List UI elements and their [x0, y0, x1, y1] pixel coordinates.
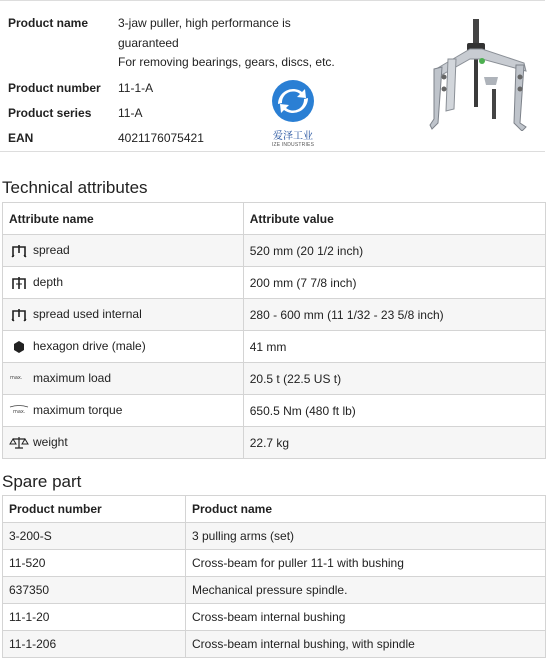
hexagon-icon [9, 340, 29, 354]
technical-attributes-table [2, 202, 546, 459]
attribute-name: hexagon drive (male) [33, 339, 146, 354]
spare-product-name: Cross-beam internal bushing, with spindle [186, 631, 546, 658]
max-torque-icon-text: max. [13, 408, 26, 415]
spare-product-number: 11-1-20 [3, 604, 186, 631]
product-series-label: Product series [8, 106, 92, 120]
table-row [3, 235, 546, 267]
product-name-line-3: For removing bearings, gears, discs, etc. [118, 55, 335, 69]
attribute-name: spread [33, 243, 70, 258]
spare-product-name: 3 pulling arms (set) [186, 523, 546, 550]
table-row [3, 267, 546, 299]
attribute-name-header: Attribute name [3, 203, 244, 235]
table-row [3, 331, 546, 363]
table-row [3, 631, 546, 658]
table-row [3, 577, 546, 604]
spare-product-number: 11-1-206 [3, 631, 186, 658]
spread-icon [9, 244, 29, 258]
product-name-line-2: guaranteed [118, 36, 179, 50]
ean-value: 4021176075421 [118, 131, 204, 145]
table-row [3, 395, 546, 427]
product-series-value: 11-A [118, 106, 143, 120]
table-row [3, 363, 546, 395]
brand-logo-en: IZE INDUSTRIES [271, 142, 315, 148]
spare-product-number: 3-200-S [3, 523, 186, 550]
attribute-value: 200 mm (7 7/8 inch) [243, 267, 545, 299]
attribute-name: maximum load [33, 371, 112, 386]
brand-logo-icon [271, 79, 315, 123]
table-row [3, 550, 546, 577]
depth-icon [9, 276, 29, 290]
brand-logo [268, 79, 318, 149]
attribute-name: spread used internal [33, 307, 142, 322]
max-load-icon-text: max. [10, 374, 23, 381]
attribute-value: 520 mm (20 1/2 inch) [243, 235, 545, 267]
ean-label: EAN [8, 131, 34, 145]
product-number-header: Product number [3, 496, 186, 523]
attribute-name: weight [33, 435, 68, 450]
table-row [3, 604, 546, 631]
spare-product-number: 637350 [3, 577, 186, 604]
spare-product-name: Cross-beam internal bushing [186, 604, 546, 631]
attribute-value: 41 mm [243, 331, 545, 363]
spare-part-table [2, 495, 546, 658]
product-number-value: 11-1-A [118, 81, 154, 95]
attribute-value: 280 - 600 mm (11 1/32 - 23 5/8 inch) [243, 299, 545, 331]
brand-logo-cn: 爱泽工业 [273, 131, 313, 142]
attribute-name: maximum torque [33, 403, 123, 418]
jaw-puller-image [412, 19, 540, 131]
table-row [3, 427, 546, 459]
spare-part-heading: Spare part [2, 472, 82, 491]
attribute-value-header: Attribute value [243, 203, 545, 235]
table-header-row [3, 203, 546, 235]
attribute-value: 650.5 Nm (480 ft lb) [243, 395, 545, 427]
technical-attributes-heading: Technical attributes [2, 178, 148, 197]
product-number-label: Product number [8, 81, 101, 95]
attribute-value: 22.7 kg [243, 427, 545, 459]
spread-internal-icon [9, 308, 29, 322]
max-torque-icon [9, 404, 29, 418]
table-row [3, 299, 546, 331]
product-name-header: Product name [186, 496, 546, 523]
table-header-row [3, 496, 546, 523]
scale-icon [9, 436, 29, 450]
spare-product-number: 11-520 [3, 550, 186, 577]
attribute-name: depth [33, 275, 64, 290]
spare-product-name: Cross-beam for puller 11-1 with bushing [186, 550, 546, 577]
product-name-line-1: 3-jaw puller, high performance is [118, 16, 291, 30]
product-info-panel [0, 0, 545, 152]
product-name-label: Product name [8, 16, 89, 30]
attribute-value: 20.5 t (22.5 US t) [243, 363, 545, 395]
max-load-icon [9, 372, 29, 386]
spare-product-name: Mechanical pressure spindle. [186, 577, 546, 604]
table-row [3, 523, 546, 550]
